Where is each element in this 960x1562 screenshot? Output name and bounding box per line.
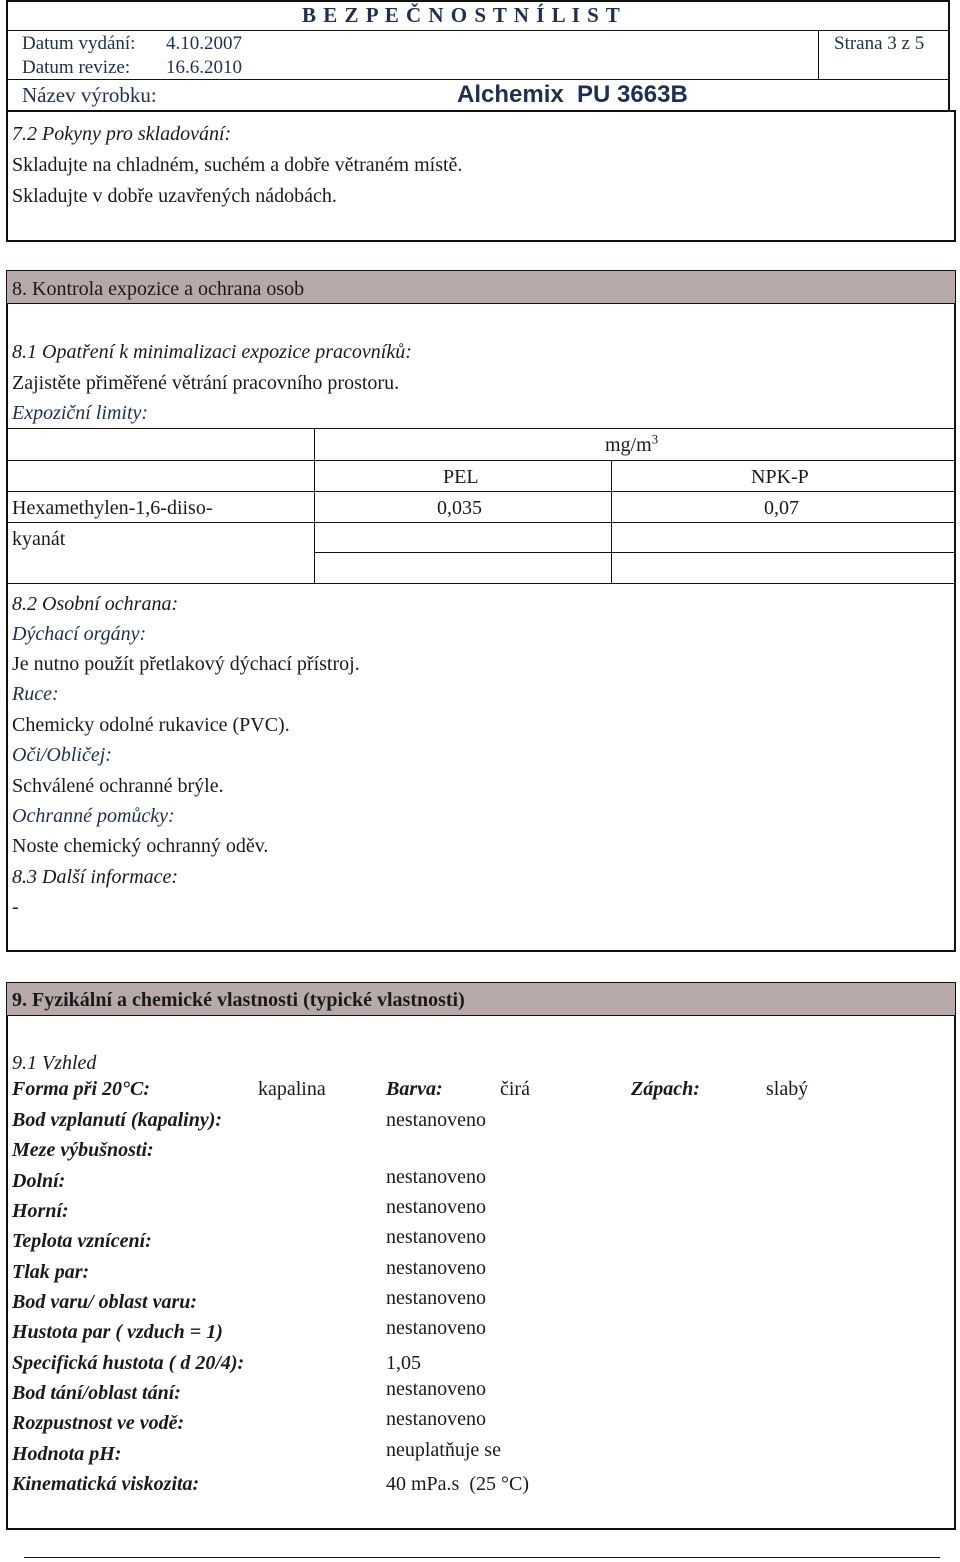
limits-table-vline-2	[611, 460, 612, 583]
section-8-title: 8. Kontrola expozice a ochrana osob	[12, 278, 305, 300]
odor-label: Zápach:	[631, 1078, 700, 1100]
header-divider-2	[6, 79, 950, 80]
section-8-2-title: 8.2 Osobní ochrana:	[12, 593, 179, 615]
product-label: Název výrobku:	[22, 83, 157, 107]
npk-value: 0,07	[764, 497, 799, 519]
product-name: Alchemix PU 3663B	[457, 81, 688, 108]
doc-title: B E Z P E Č N O S T N Í L I S T	[302, 3, 621, 27]
header-divider-1	[6, 30, 950, 31]
respiratory-text: Je nutno použít přetlakový dýchací přístroj.	[12, 653, 360, 675]
form-label: Forma při 20°C:	[12, 1078, 151, 1100]
ignition-temp-value: nestanoveno	[386, 1226, 486, 1248]
exposure-limits-label: Expoziční limity:	[12, 402, 149, 424]
ph-value: neuplatňuje se	[386, 1439, 501, 1461]
ignition-temp-label: Teplota vznícení:	[12, 1230, 152, 1252]
hands-label: Ruce:	[12, 683, 59, 705]
protective-aids-label: Ochranné pomůcky:	[12, 805, 175, 827]
upper-limit-value: nestanoveno	[386, 1196, 486, 1218]
color-label: Barva:	[386, 1078, 443, 1100]
vapor-density-label: Hustota par ( vzduch = 1)	[12, 1321, 223, 1343]
hands-text: Chemicky odolné rukavice (PVC).	[12, 714, 290, 736]
unit-label	[605, 431, 659, 457]
revision-date-value: 16.6.2010	[166, 57, 242, 78]
eyes-label: Oči/Obličej:	[12, 744, 112, 766]
lower-limit-label: Dolní:	[12, 1170, 66, 1192]
eyes-text: Schválené ochranné brýle.	[12, 775, 224, 797]
color-value: čirá	[500, 1078, 530, 1100]
water-solubility-value: nestanoveno	[386, 1408, 486, 1430]
page-number: Strana 3 z 5	[834, 33, 925, 54]
explosion-limits-label: Meze výbušnosti:	[12, 1139, 154, 1161]
section-9-title: 9. Fyzikální a chemické vlastnosti (typické vlastnosti)	[12, 989, 465, 1011]
column-pel: PEL	[443, 466, 479, 488]
boiling-point-value: nestanoveno	[386, 1287, 486, 1309]
pel-value: 0,035	[437, 497, 482, 519]
issue-date-value: 4.10.2007	[166, 33, 242, 54]
flash-point-label: Bod vzplanutí (kapaliny):	[12, 1109, 223, 1131]
flash-point-value: nestanoveno	[386, 1109, 486, 1131]
section-7-2-line-2: Skladujte v dobře uzavřených nádobách.	[12, 185, 337, 207]
footer-rule	[24, 1557, 940, 1558]
issue-date-label: Datum vydání:	[22, 33, 136, 54]
section-9-1-title: 9.1 Vzhled	[12, 1052, 97, 1074]
respiratory-label: Dýchací orgány:	[12, 623, 147, 645]
section-7-2-title: 7.2 Pokyny pro skladování:	[12, 123, 232, 145]
viscosity-label: Kinematická viskozita:	[12, 1473, 200, 1495]
unit-text: mg/m	[605, 434, 652, 456]
boiling-point-label: Bod varu/ oblast varu:	[12, 1291, 198, 1313]
limits-table-line-3	[7, 491, 955, 492]
vapor-pressure-value: nestanoveno	[386, 1257, 486, 1279]
specific-gravity-value: 1,05	[386, 1352, 421, 1374]
substance-name-line-2: kyanát	[12, 528, 66, 550]
revision-date-label: Datum revize:	[22, 57, 131, 78]
melting-point-label: Bod tání/oblast tání:	[12, 1382, 181, 1404]
lower-limit-value: nestanoveno	[386, 1166, 486, 1188]
substance-name-line-1: Hexamethylen-1,6-diiso-	[12, 497, 213, 519]
section-8-3-title: 8.3 Další informace:	[12, 866, 179, 888]
upper-limit-label: Horní:	[12, 1200, 69, 1222]
section-8-1-text: Zajistěte přiměřené větrání pracovního prostoru.	[12, 372, 400, 394]
limits-table-line-4	[7, 522, 955, 523]
limits-table-line-5	[314, 552, 955, 553]
form-value: kapalina	[258, 1078, 326, 1100]
unit-superscript: 3	[651, 431, 659, 447]
limits-table-line-2	[7, 460, 955, 461]
limits-table-line-6	[7, 583, 955, 584]
viscosity-value: 40 mPa.s (25 °C)	[386, 1473, 529, 1495]
water-solubility-label: Rozpustnost ve vodě:	[12, 1412, 185, 1434]
column-npk-p: NPK-P	[751, 466, 809, 488]
ph-label: Hodnota pH:	[12, 1443, 122, 1465]
vapor-pressure-label: Tlak par:	[12, 1261, 90, 1283]
section-8-1-title: 8.1 Opatření k minimalizaci expozice pracovníků:	[12, 341, 412, 363]
section-7-2-line-1: Skladujte na chladném, suchém a dobře větraném místě.	[12, 154, 463, 176]
section-8-3-text: -	[12, 896, 19, 918]
header-vdivider	[818, 30, 819, 79]
specific-gravity-label: Specifická hustota ( d 20/4):	[12, 1352, 245, 1374]
protective-aids-text: Noste chemický ochranný oděv.	[12, 835, 269, 857]
vapor-density-value: nestanoveno	[386, 1317, 486, 1339]
limits-table-vline-1	[314, 428, 315, 583]
melting-point-value: nestanoveno	[386, 1378, 486, 1400]
limits-table-line-1	[7, 428, 955, 429]
odor-value: slabý	[766, 1078, 809, 1100]
